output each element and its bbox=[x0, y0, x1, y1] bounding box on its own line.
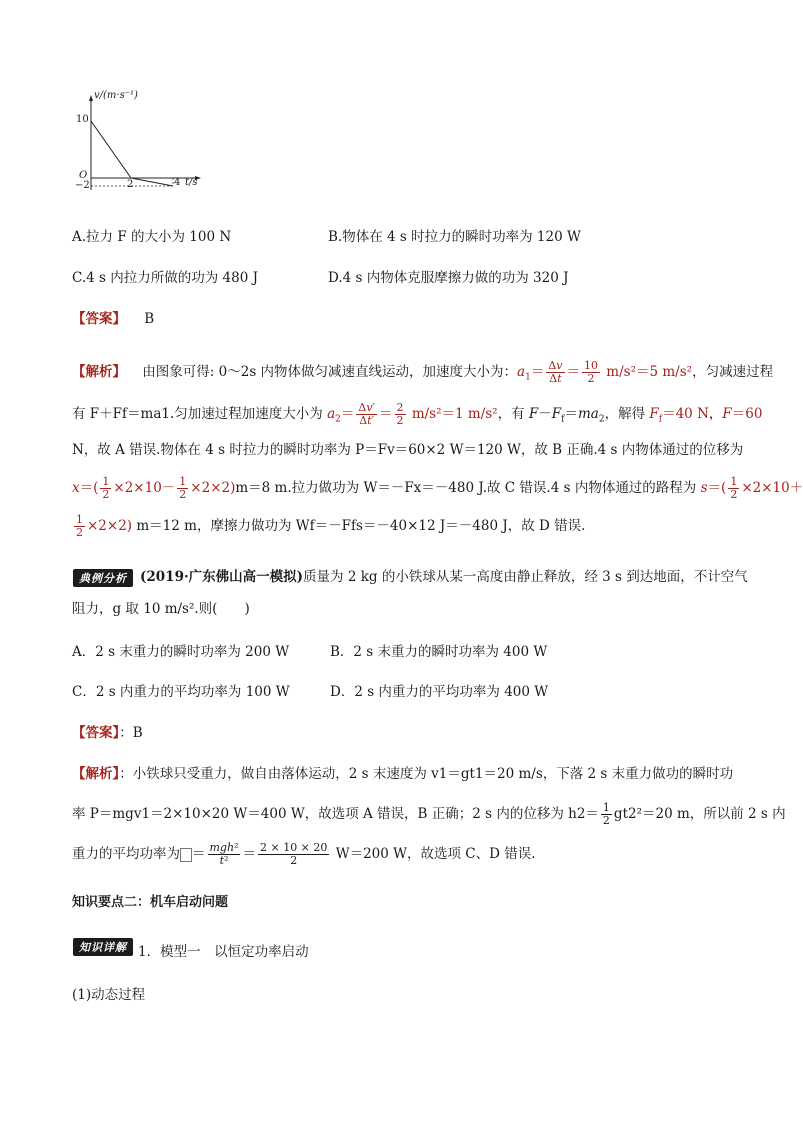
q1-analysis-line-2: 有 F＋Ff＝ma1.匀加速过程加速度大小为 $a_2=$ $\frac{\Delta v'}{\Delta t'}$ ＝ $\frac{2}{2}$ m/s²＝1 m/s²，有 $F-F_f=ma_2$，解得 $F_f=40$ N，F＝60 bbox=[72, 401, 763, 427]
q1-option-c: C.4 s 内拉力所做的功为 480 J bbox=[72, 270, 259, 286]
q2-analysis-line-2: 率 P＝mgv1＝2×10×20 W＝400 W，故选项 A 错误，B 正确；2 s 内的位移为 h2＝ $\frac{1}{2}$ gt2²＝20 m，所以前 2 s 内 bbox=[72, 801, 786, 827]
y-tick-10: 10 bbox=[76, 114, 89, 125]
q1-analysis-label: 【解析】 bbox=[72, 364, 126, 380]
x-axis-label: t/s bbox=[185, 177, 198, 188]
y-tick-minus-2: −2 bbox=[75, 180, 90, 191]
q2-option-b: B．2 s 末重力的瞬时功率为 400 W bbox=[330, 644, 548, 660]
q1-option-b: B.物体在 4 s 时拉力的瞬时功率为 120 W bbox=[328, 229, 581, 245]
q2-analysis-line-1: 【解析】：小铁球只受重力，做自由落体运动，2 s 末速度为 v1＝gt1＝20 m/s，下落 2 s 末重力做功的瞬时功 bbox=[72, 766, 734, 782]
q1-answer-value: B bbox=[144, 311, 155, 327]
graph-segment-reverse bbox=[131, 178, 173, 186]
q1-analysis-line-3: N，故 A 错误.物体在 4 s 时拉力的瞬时功率为 P＝Fv＝60×2 W＝120 W，故 B 正确.4 s 内物体通过的位移为 bbox=[72, 442, 744, 458]
q1-analysis-line-4: x＝( $\frac{1}{2}$ ×2×10－ $\frac{1}{2}$ ×2×2)m＝8 m.拉力做功为 W＝－Fx＝－480 J.故 C 错误.4 s 内物体通过的路程为 s＝( $\frac{1}{2}$ ×2×10＋ bbox=[72, 475, 803, 501]
q2-option-a: A．2 s 末重力的瞬时功率为 200 W bbox=[72, 644, 290, 660]
q2-option-d: D．2 s 内重力的平均功率为 400 W bbox=[330, 684, 549, 700]
average-power-symbol-box bbox=[180, 848, 192, 862]
origin-label: O bbox=[79, 170, 88, 181]
q2-source: (2019·广东佛山高一模拟) bbox=[140, 569, 304, 585]
q1-analysis-line-1: 【解析】 由图象可得: 0～2s 内物体做匀减速直线运动，加速度大小为：$a_1=$ $\frac{\Delta v}{\Delta t}$ ＝ $\frac{10}{2}$ m/s²＝5 m/s²，匀减速过程 bbox=[72, 359, 774, 385]
y-axis-label: v/(m·s⁻¹) bbox=[94, 90, 138, 101]
q2-answer-label: 【答案】 bbox=[72, 725, 120, 741]
velocity-time-graph bbox=[74, 92, 214, 196]
q2-answer-value: ：B bbox=[119, 725, 143, 741]
section-item-1: 1．模型一 以恒定功率启动 bbox=[138, 944, 309, 960]
q2-answer bbox=[72, 723, 143, 743]
q2-stem-line-2: 阻力，g 取 10 m/s².则( ) bbox=[72, 601, 250, 617]
x-tick-4: 4 bbox=[174, 177, 181, 188]
q1-option-d: D.4 s 内物体克服摩擦力做的功为 320 J bbox=[328, 270, 569, 286]
q1-option-a: A.拉力 F 的大小为 100 N bbox=[72, 229, 232, 245]
q1-answer-label: 【答案】 bbox=[72, 311, 126, 327]
q1-analysis-line-5: $\frac{1}{2}$ ×2×2) m＝12 m，摩擦力做功为 Wf＝－Ffs＝－40×12 J＝－480 J，故 D 错误. bbox=[76, 513, 586, 539]
q2-option-c: C．2 s 内重力的平均功率为 100 W bbox=[72, 684, 290, 700]
knowledge-badge: 知识详解 bbox=[73, 938, 133, 956]
section-subitem-1: (1)动态过程 bbox=[72, 987, 146, 1003]
q2-analysis-label: 【解析】 bbox=[72, 766, 120, 782]
q1-answer bbox=[72, 309, 154, 329]
section-title: 知识要点二：机车启动问题 bbox=[72, 895, 229, 910]
q2-stem-line-1: (2019·广东佛山高一模拟)质量为 2 kg 的小铁球从某一高度由静止释放，经 3 s 到达地面，不计空气 bbox=[140, 569, 748, 585]
y-axis-arrow bbox=[89, 95, 93, 101]
example-badge: 典例分析 bbox=[73, 569, 133, 587]
q2-analysis-line-3: 重力的平均功率为 ＝ $\frac{\text{mgh²}}{\text{t²}}$ ＝ $\frac{2 \times 10 \times 20}{2}$ W＝200 W，故选项 C、D 错误. bbox=[72, 841, 536, 867]
graph-segment-decelerate bbox=[91, 121, 131, 178]
x-tick-2: 2 bbox=[127, 179, 134, 190]
